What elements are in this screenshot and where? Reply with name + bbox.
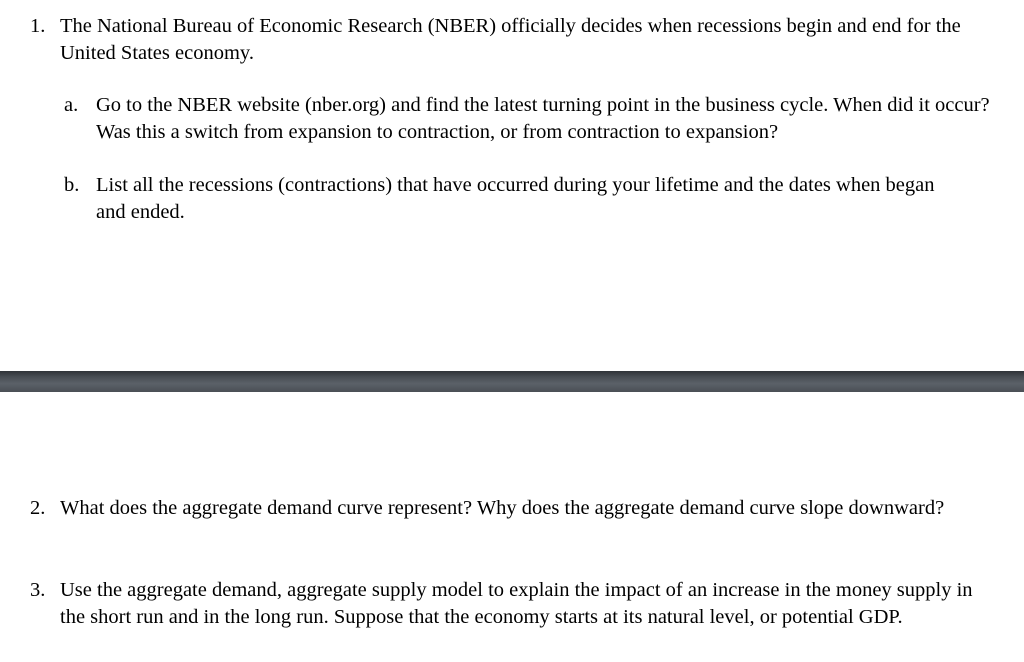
question-2-text: What does the aggregate demand curve represent? Why does the aggregate demand curve slope downward? <box>60 497 945 519</box>
question-1b-letter: b. <box>64 174 80 196</box>
question-3-text: Use the aggregate demand, aggregate supply model to explain the impact of an increase in the money supply in the short run and in the long run. Suppose that the economy starts at its natural level, or potential GDP. <box>60 579 973 628</box>
question-2 <box>30 495 990 522</box>
question-1 <box>30 13 1010 67</box>
page-divider <box>0 371 1024 392</box>
question-1b <box>64 172 964 226</box>
question-1-number: 1. <box>30 15 46 37</box>
question-1b-text: List all the recessions (contractions) that have occurred during your lifetime and the dates when began and ended. <box>96 174 935 223</box>
question-2-number: 2. <box>30 497 46 519</box>
question-3-number: 3. <box>30 579 46 601</box>
question-1-text: The National Bureau of Economic Research (NBER) officially decides when recessions begin and end for the United States economy. <box>60 15 961 64</box>
question-1a-text: Go to the NBER website (nber.org) and find the latest turning point in the business cycle. When did it occur? Was this a switch from expansion to contraction, or from contraction to expansion? <box>96 94 990 143</box>
question-3 <box>30 577 990 631</box>
question-1a-letter: a. <box>64 94 79 116</box>
question-1a <box>64 92 994 146</box>
